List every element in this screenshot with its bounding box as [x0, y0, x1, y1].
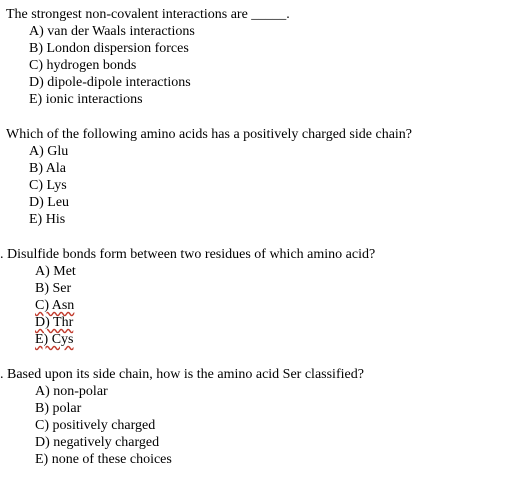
- option-c: C) hydrogen bonds: [29, 58, 137, 73]
- question-stem: Which of the following amino acids has a positively charged side chain?: [6, 127, 413, 142]
- question-stem: . Based upon its side chain, how is the amino acid Ser classified?: [0, 367, 364, 382]
- question-stem: The strongest non-covalent interactions are _____.: [6, 7, 290, 22]
- option-b: B) polar: [35, 401, 82, 416]
- option-e: E) Cys: [35, 332, 74, 347]
- option-d: D) dipole-dipole interactions: [29, 75, 191, 90]
- option-a: A) Met: [35, 264, 76, 279]
- option-e: E) His: [29, 212, 66, 227]
- question-stem: . Disulfide bonds form between two residues of which amino acid?: [0, 247, 376, 262]
- option-d: D) Thr: [35, 315, 74, 330]
- option-e: E) none of these choices: [35, 452, 172, 467]
- option-b: B) Ala: [29, 161, 66, 176]
- option-a: A) non-polar: [35, 384, 108, 399]
- option-c: C) Lys: [29, 178, 67, 193]
- option-c: C) positively charged: [35, 418, 156, 433]
- option-d: D) negatively charged: [35, 435, 160, 450]
- option-a: A) Glu: [29, 144, 69, 159]
- option-e: E) ionic interactions: [29, 92, 143, 107]
- option-c: C) Asn: [35, 298, 75, 313]
- option-b: B) London dispersion forces: [29, 41, 189, 56]
- option-a: A) van der Waals interactions: [29, 24, 195, 39]
- option-d: D) Leu: [29, 195, 70, 210]
- option-b: B) Ser: [35, 281, 72, 296]
